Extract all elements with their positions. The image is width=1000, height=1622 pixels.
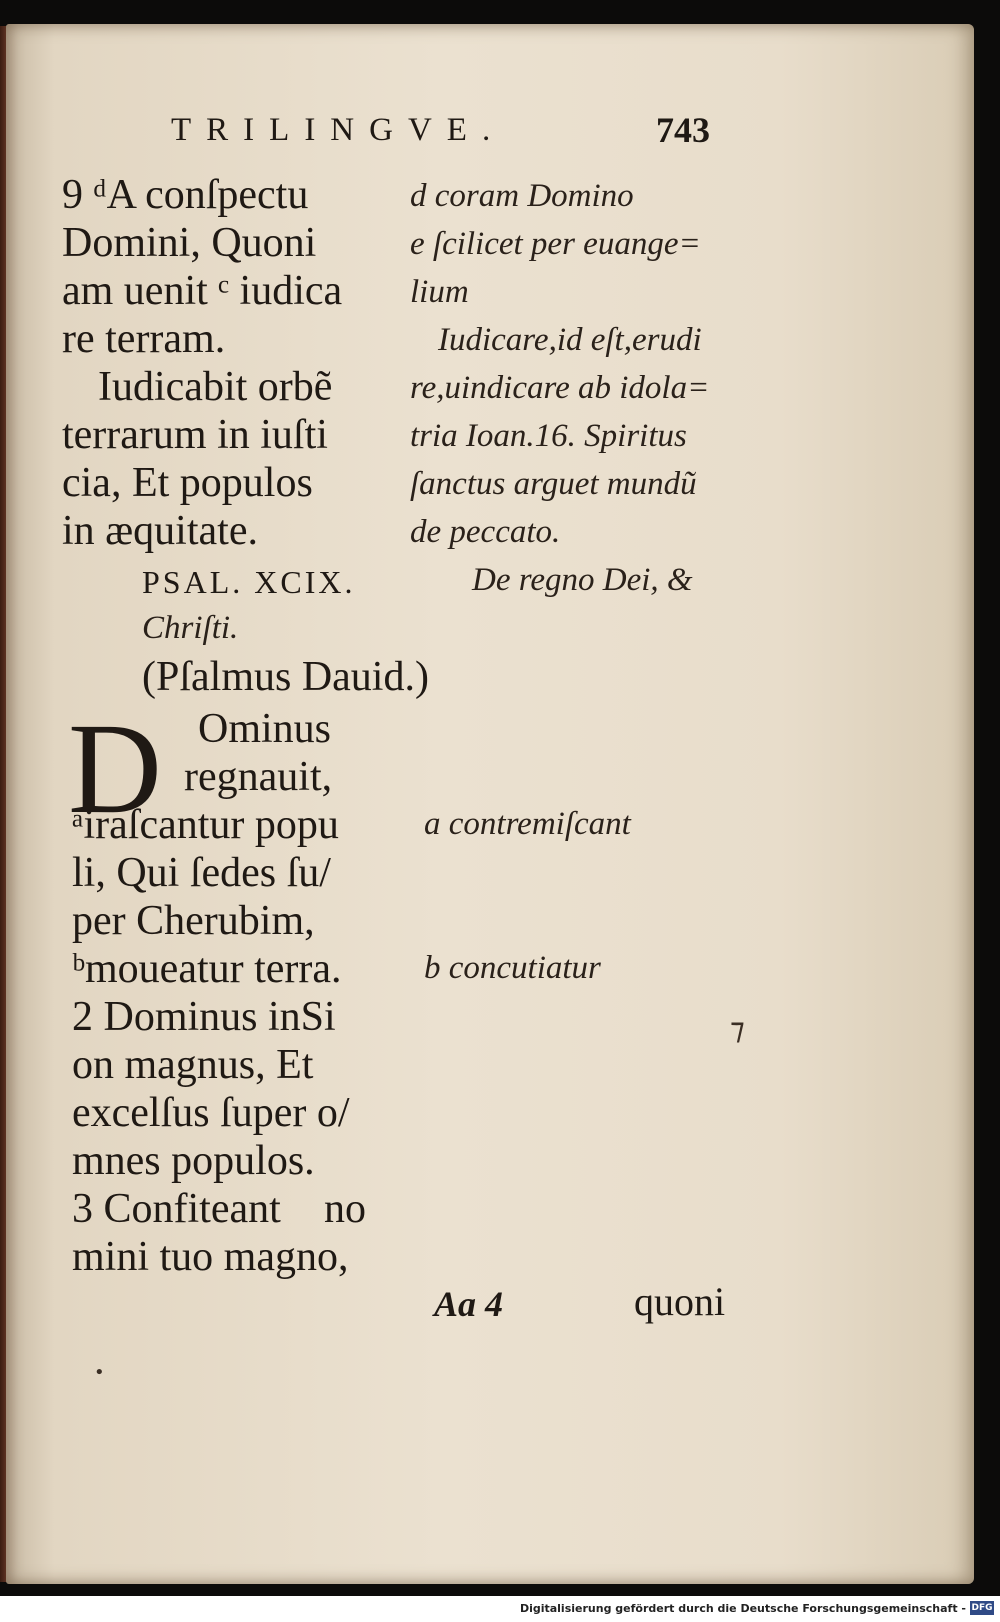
page-number: 743 [656, 110, 710, 150]
gloss-line: e ſcilicet per euange= [410, 226, 701, 262]
psalm-text-line: on magnus, Et [72, 1042, 314, 1088]
dfg-logo-icon: DFG [971, 1603, 993, 1613]
running-title: TRILINGVE. [171, 112, 506, 148]
gloss-line: ſanctus arguet mundũ [410, 466, 697, 502]
psalm-text-line: regnauit, [184, 754, 333, 800]
psalm-text-line: Ominus [198, 706, 332, 752]
marginal-mark: ⁊ [730, 1012, 745, 1047]
gloss-line: b concutiatur [424, 950, 601, 986]
drop-cap: D [68, 697, 162, 841]
main-text-line: terrarum in iuſti [62, 412, 328, 458]
gloss-line: lium [410, 274, 469, 310]
catchword: quoni [634, 1279, 726, 1324]
psalm-text-line: per Cherubim, [72, 898, 315, 944]
main-text-line: 9 ᵈA conſpectu [62, 172, 309, 218]
psalm-text-line: 2 Dominus inSi [72, 994, 336, 1040]
psalm-summary: Chriſti. [142, 610, 239, 646]
psalm-text-line: ᵃiraſcantur popu [72, 802, 339, 848]
psalm-summary: De regno Dei, & [472, 562, 693, 598]
psalm-label: PSAL. XCIX. [142, 564, 356, 600]
psalm-text-line: ᵇmoueatur terra. [72, 946, 342, 992]
psalm-text-line: 3 Confiteantᷣ no [72, 1186, 366, 1232]
gloss-line: re,uindicare ab idola= [410, 370, 710, 406]
psalm-text-line: mnes populos. [72, 1138, 315, 1184]
psalm-text-line: li, Qui ſedes ſu/ [72, 850, 331, 896]
main-text-line: cia, Et populos [62, 460, 313, 506]
main-text-line: am uenit ᶜ iudica [62, 268, 343, 314]
gloss-line: d coram Domino [410, 178, 634, 214]
main-text-line: in æquitate. [62, 508, 258, 554]
main-text-line: Domini, Quoni [62, 220, 317, 266]
book-page [6, 24, 974, 1584]
ink-speck: • [94, 1362, 105, 1383]
signature-mark: Aa 4 [434, 1284, 504, 1324]
gloss-line: a contremiſcant [424, 806, 631, 842]
gloss-line: de peccato. [410, 514, 561, 550]
gloss-line: Iudicare,id eſt,erudi [438, 322, 702, 358]
digitization-credit: Digitalisierung gefördert durch die Deutsche Forschungsgemeinschaft - [519, 1602, 966, 1615]
main-text-line: re terram. [62, 316, 226, 362]
psalm-subtitle: (Pſalmus Dauid.) [142, 654, 429, 700]
digitization-banner [0, 1596, 1000, 1622]
psalm-text-line: excelſus ſuper o/ [72, 1090, 350, 1136]
gloss-line: tria Ioan.16. Spiritus [410, 418, 687, 454]
main-text-line: Iudicabit orbẽ [98, 364, 333, 410]
psalm-text-line: mini tuo magno, [72, 1234, 349, 1280]
